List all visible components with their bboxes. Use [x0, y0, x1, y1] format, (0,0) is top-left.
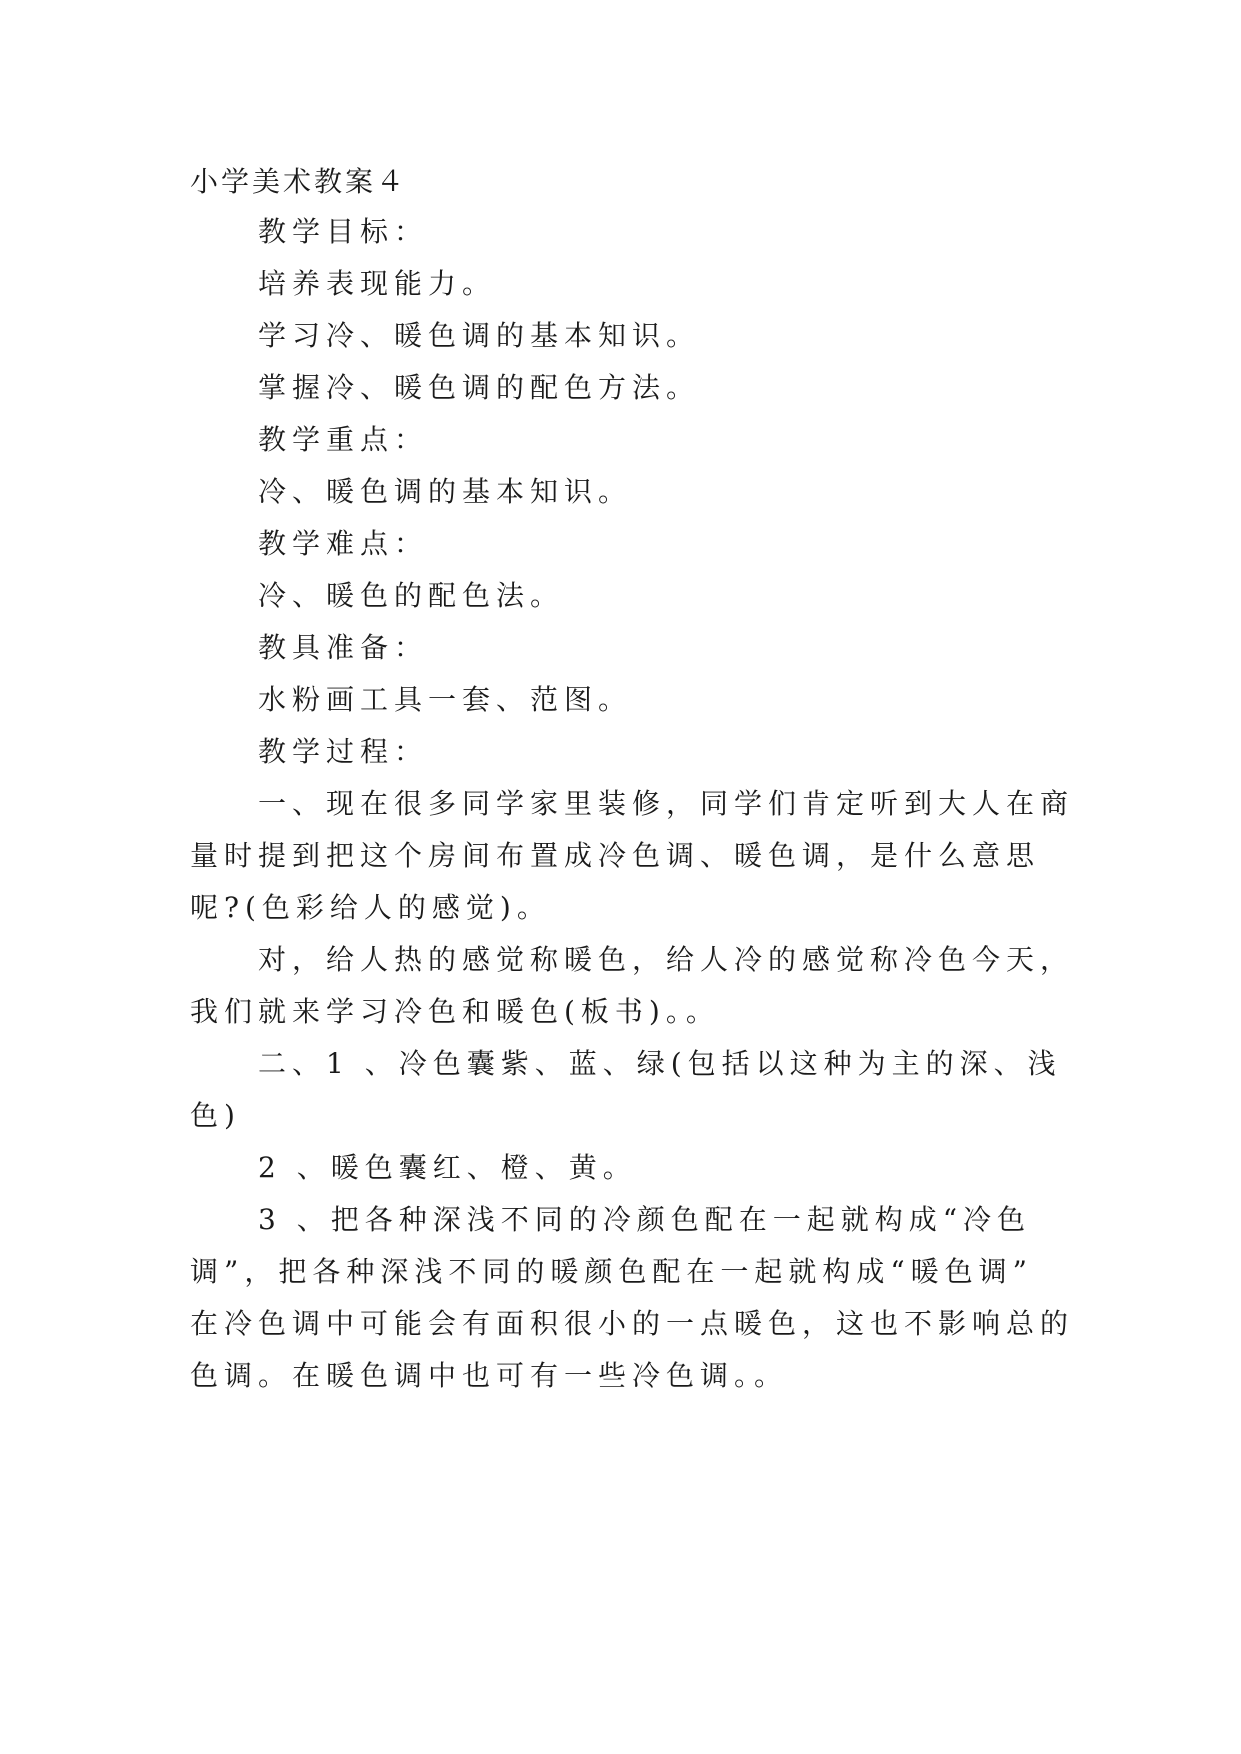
text-line: 学习冷、暖色调的基本知识。 [258, 319, 701, 352]
text-line: 教学重点： [258, 423, 429, 456]
paragraph-line: 色调。在暖色调中也可有一些冷色调。。 [190, 1359, 789, 1392]
paragraph-line: 3 、把各种深浅不同的冷颜色配在一起就构成“冷色 [258, 1203, 1032, 1236]
paragraph-line: 我们就来学习冷色和暖色(板书)。。 [190, 995, 720, 1028]
text-line: 冷、暖色调的基本知识。 [258, 475, 633, 508]
paragraph-line: 一、现在很多同学家里装修，同学们肯定听到大人在商 [258, 787, 1075, 820]
text-line: 教具准备： [258, 631, 429, 664]
text-line: 掌握冷、暖色调的配色方法。 [258, 371, 701, 404]
paragraph-line: 调”，把各种深浅不同的暖颜色配在一起就构成“暖色调” [190, 1255, 1033, 1288]
text-line: 水粉画工具一套、范图。 [258, 683, 633, 716]
text-line: 冷、暖色的配色法。 [258, 579, 565, 612]
paragraph-line: 色) [190, 1099, 241, 1132]
text-line: 教学过程： [258, 735, 429, 768]
paragraph-line: 量时提到把这个房间布置成冷色调、暖色调，是什么意思 [190, 839, 1041, 872]
paragraph-line: 呢?(色彩给人的感觉)。 [190, 891, 551, 924]
paragraph-line: 对，给人热的感觉称暖色，给人冷的感觉称冷色今天， [258, 943, 1075, 976]
text-line: 教学目标： [258, 215, 429, 248]
paragraph-line: 在冷色调中可能会有面积很小的一点暖色，这也不影响总的 [190, 1307, 1075, 1340]
text-line: 培养表现能力。 [258, 267, 497, 300]
document-title: 小学美术教案４ [190, 165, 408, 198]
paragraph-line: 二、1 、冷色囊紫、蓝、绿(包括以这种为主的深、浅 [258, 1047, 1062, 1080]
text-line: 教学难点： [258, 527, 429, 560]
paragraph-line: 2 、暖色囊红、橙、黄。 [258, 1151, 637, 1184]
